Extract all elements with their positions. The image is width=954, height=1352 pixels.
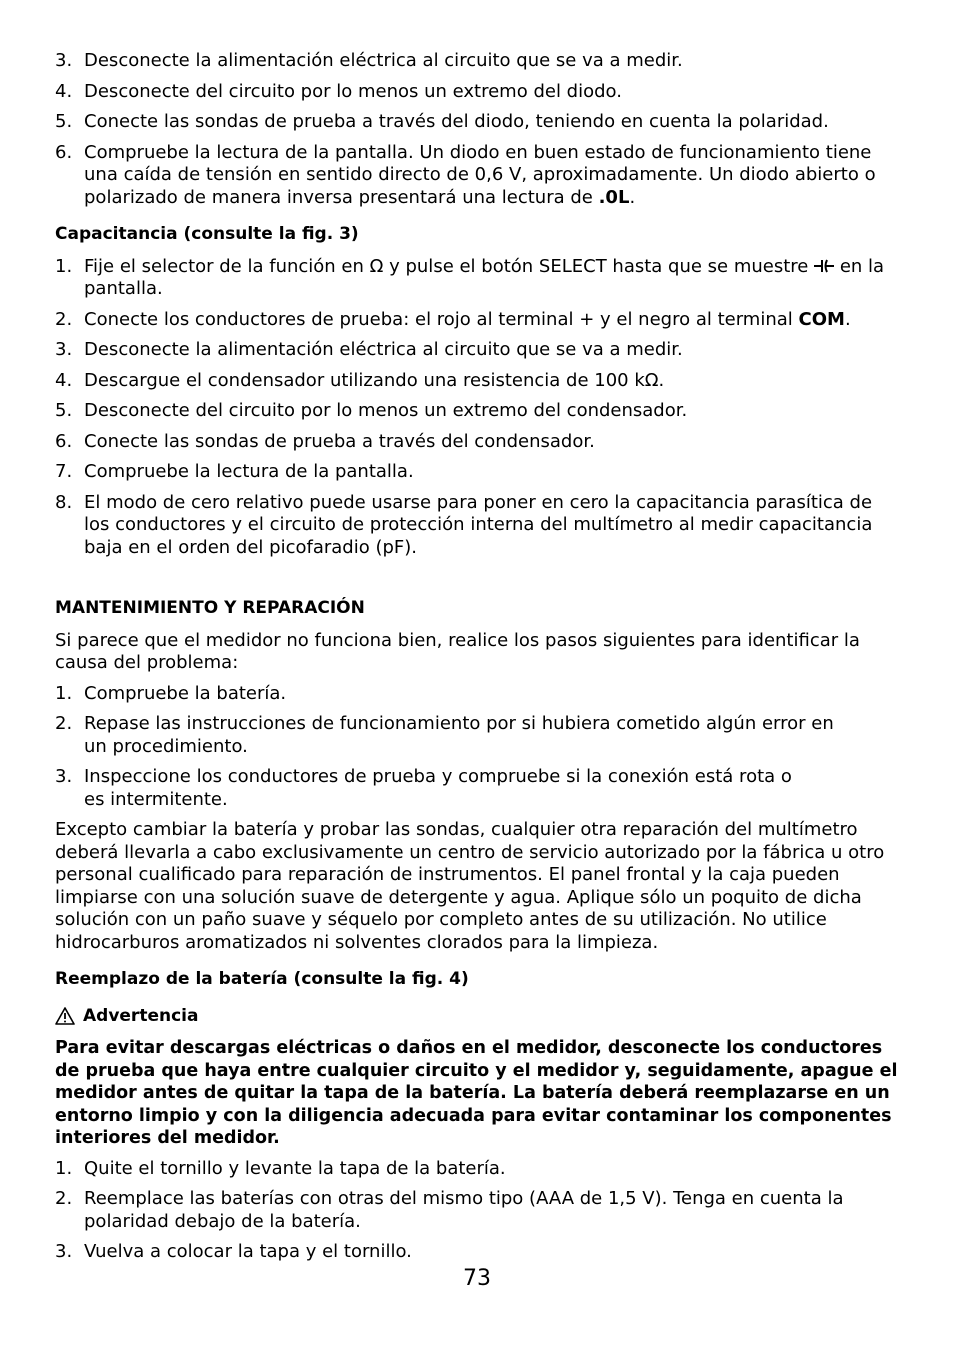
list-item	[55, 492, 900, 560]
item-number: 3.	[55, 766, 73, 787]
item-text: El modo de cero relativo puede usarse para poner en cero la capacitancia parasítica de los conductores y el circuito de protección interna del multímetro al medir capacitancia baja en el orden del picofaradio (pF).	[84, 491, 873, 558]
item-text: Desconecte la alimentación eléctrica al circuito que se va a medir.	[84, 339, 683, 360]
list-item	[55, 683, 900, 706]
list-item	[55, 1158, 900, 1181]
warning-triangle-icon	[55, 1007, 75, 1025]
section-heading-capacitance: Capacitancia (consulte la fig. 3)	[55, 224, 359, 244]
item-number: 8.	[55, 491, 73, 513]
item-number: 5.	[55, 111, 73, 132]
list-item	[55, 309, 900, 332]
item-number: 2.	[55, 308, 73, 330]
item-number: 4.	[55, 369, 73, 391]
item-text: Compruebe la batería.	[84, 682, 287, 704]
list-item	[55, 1241, 900, 1264]
item-text: Quite el tornillo y levante la tapa de la batería.	[84, 1157, 506, 1179]
item-text: Conecte las sondas de prueba a través del condensador.	[84, 430, 595, 452]
item-number: 1.	[55, 255, 73, 277]
item-text: Conecte las sondas de prueba a través del diodo, teniendo en cuenta la polaridad.	[84, 111, 829, 132]
list-item	[55, 370, 900, 393]
list-item	[55, 142, 900, 210]
list-item	[55, 766, 900, 811]
item-text: Reemplace las baterías con otras del mismo tipo (AAA de 1,5 V). Tenga en cuenta la polaridad debajo de la batería.	[84, 1188, 844, 1232]
item-number: 5.	[55, 400, 73, 421]
warning-text: Para evitar descargas eléctricas o daños en el medidor, desconecte los conductores de prueba que haya entre cualquier circuito y el medidor y, seguidamente, apague el medidor antes de quitar la tapa de la batería. La batería deberá reemplazarse en un entorno limpio y con la diligencia adecuada para evitar contaminar los componentes interiores del medidor.	[55, 1038, 898, 1148]
warning-heading	[55, 1005, 900, 1028]
item-text: Repase las instrucciones de funcionamiento por si hubiera cometido algún error en un procedimiento.	[84, 713, 834, 757]
item-text: Descargue el condensador utilizando una resistencia de 100 kΩ.	[84, 369, 665, 391]
section-heading-maintenance: MANTENIMIENTO Y REPARACIÓN	[55, 598, 365, 618]
item-text: Compruebe la lectura de la pantalla. Un diodo en buen estado de funcionamiento tiene una caída de tensión en sentido directo de 0,6 V, aproximadamente. Un diodo abierto o polarizado de manera inversa presentará una lectura de .0L.	[84, 141, 876, 208]
list-item	[55, 111, 900, 134]
list-item	[55, 339, 900, 362]
maintenance-intro: Si parece que el medidor no funciona bien, realice los pasos siguientes para identificar la causa del problema:	[55, 629, 860, 673]
item-number: 4.	[55, 80, 73, 102]
section-heading-battery: Reemplazo de la batería (consulte la fig. 4)	[55, 969, 469, 989]
item-number: 7.	[55, 461, 73, 482]
list-item	[55, 400, 900, 423]
item-number: 6.	[55, 430, 73, 452]
maintenance-paragraph: Excepto cambiar la batería y probar las sondas, cualquier otra reparación del multímetro deberá llevarla a cabo exclusivamente un centro de servicio autorizado por la fábrica u otro personal cualificado para reparación de instrumentos. El panel frontal y la caja pueden limpiarse con una solución suave de detergente y agua. Aplique sólo un poquito de dicha solución con un paño suave y séquelo por completo antes de su utilización. No utilice hidrocarburos aromatizados ni solventes clorados para la limpieza.	[55, 819, 885, 953]
page-number: 73	[463, 1266, 491, 1291]
item-text: Compruebe la lectura de la pantalla.	[84, 461, 414, 482]
spacer	[55, 567, 900, 597]
item-number: 2.	[55, 1188, 73, 1209]
item-text: Fije el selector de la función en Ω y pulse el botón SELECT hasta que se muestre en la pantalla.	[84, 255, 885, 299]
list-item	[55, 81, 900, 104]
item-text: Vuelva a colocar la tapa y el tornillo.	[84, 1241, 412, 1262]
item-number: 6.	[55, 141, 73, 163]
warning-label: Advertencia	[83, 1005, 199, 1026]
list-item	[55, 50, 900, 73]
item-number: 1.	[55, 682, 73, 704]
list-item	[55, 431, 900, 454]
item-number: 3.	[55, 50, 73, 71]
item-text: Inspeccione los conductores de prueba y compruebe si la conexión está rota o es intermitente.	[84, 766, 792, 810]
item-number: 2.	[55, 713, 73, 734]
item-text: Desconecte la alimentación eléctrica al circuito que se va a medir.	[84, 50, 683, 71]
item-number: 3.	[55, 339, 73, 360]
item-text: Desconecte del circuito por lo menos un extremo del diodo.	[84, 80, 622, 102]
item-number: 3.	[55, 1241, 73, 1262]
item-text: Desconecte del circuito por lo menos un extremo del condensador.	[84, 400, 688, 421]
list-item	[55, 256, 900, 301]
item-number: 1.	[55, 1157, 73, 1179]
list-item	[55, 1188, 900, 1233]
document-page	[55, 50, 900, 1272]
item-text: Conecte los conductores de prueba: el rojo al terminal + y el negro al terminal COM.	[84, 308, 851, 330]
list-item	[55, 461, 900, 484]
list-item	[55, 713, 900, 758]
capacitor-icon	[814, 259, 834, 273]
